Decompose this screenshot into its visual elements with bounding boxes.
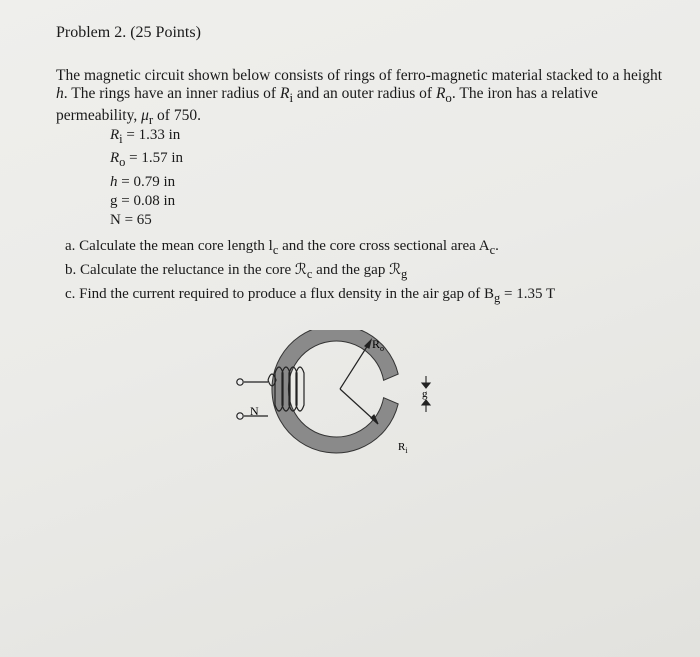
label-ro: $R_o$ (372, 337, 385, 353)
intro-text: The magnetic circuit shown below consists of rings of ferro-magnetic material stacked to a height (56, 67, 663, 84)
task-a (65, 236, 555, 260)
task-b (65, 260, 555, 284)
intro-mu-subscript: r (148, 112, 154, 128)
intro-ro-symbol: R (435, 85, 446, 102)
task-a-sub: c (489, 243, 496, 257)
intro-text: and an outer radius of (293, 85, 436, 102)
intro-text: . The rings have an inner radius of (63, 85, 280, 102)
given-ri (110, 126, 183, 149)
terminal-bottom (237, 413, 243, 419)
given-g: g = 0.08 in (110, 192, 176, 209)
task-a-text: and the core cross sectional area A (278, 238, 490, 254)
intro-mu-symbol: μ (141, 107, 149, 125)
reluctance-core-symbol: ℛ (294, 262, 307, 278)
given-values (110, 126, 183, 230)
given-n: N = 65 (110, 212, 152, 229)
task-c (65, 284, 555, 308)
ro-symbol: R (110, 150, 120, 167)
h-value: = 0.79 in (117, 173, 176, 190)
task-b-text: and the gap (312, 262, 390, 278)
given-h (110, 173, 183, 192)
intro-ri-symbol: R (279, 85, 290, 102)
task-c-text: c. Find the current required to produce a flux density in the air gap of B (65, 286, 495, 302)
ri-symbol: R (110, 127, 120, 143)
task-a-sub: c (272, 243, 279, 257)
label-g: g (422, 388, 428, 400)
ri-subscript: i (119, 132, 123, 146)
ri-value: = 1.33 in (122, 127, 181, 143)
intro-ro-subscript: o (445, 90, 452, 106)
intro-text: . The iron has a relative permeability, (56, 85, 598, 125)
problem-intro (56, 67, 676, 129)
task-list (65, 236, 555, 308)
intro-text: of 750. (153, 107, 201, 125)
given-ro (110, 149, 183, 172)
h-symbol: h (110, 173, 118, 190)
task-b-sub: g (401, 267, 408, 281)
terminal-top (237, 379, 243, 385)
ro-value: = 1.57 in (125, 150, 184, 167)
label-ri: $R_i$ (398, 441, 408, 455)
task-a-text: a. Calculate the mean core length l (65, 238, 273, 254)
task-a-text: . (495, 238, 499, 254)
task-b-text: b. Calculate the reluctance in the core (65, 262, 295, 278)
intro-ri-subscript: i (289, 90, 294, 106)
reluctance-gap-symbol: ℛ (389, 262, 402, 278)
label-n: N (250, 404, 259, 418)
task-c-text: = 1.35 T (500, 286, 556, 302)
ro-subscript: o (119, 155, 126, 170)
intro-h-symbol: h (56, 85, 64, 102)
task-b-sub: c (306, 267, 313, 281)
magnetic-circuit-figure (230, 330, 440, 460)
task-c-sub: g (494, 291, 501, 305)
problem-title: Problem 2. (25 Points) (56, 24, 201, 41)
